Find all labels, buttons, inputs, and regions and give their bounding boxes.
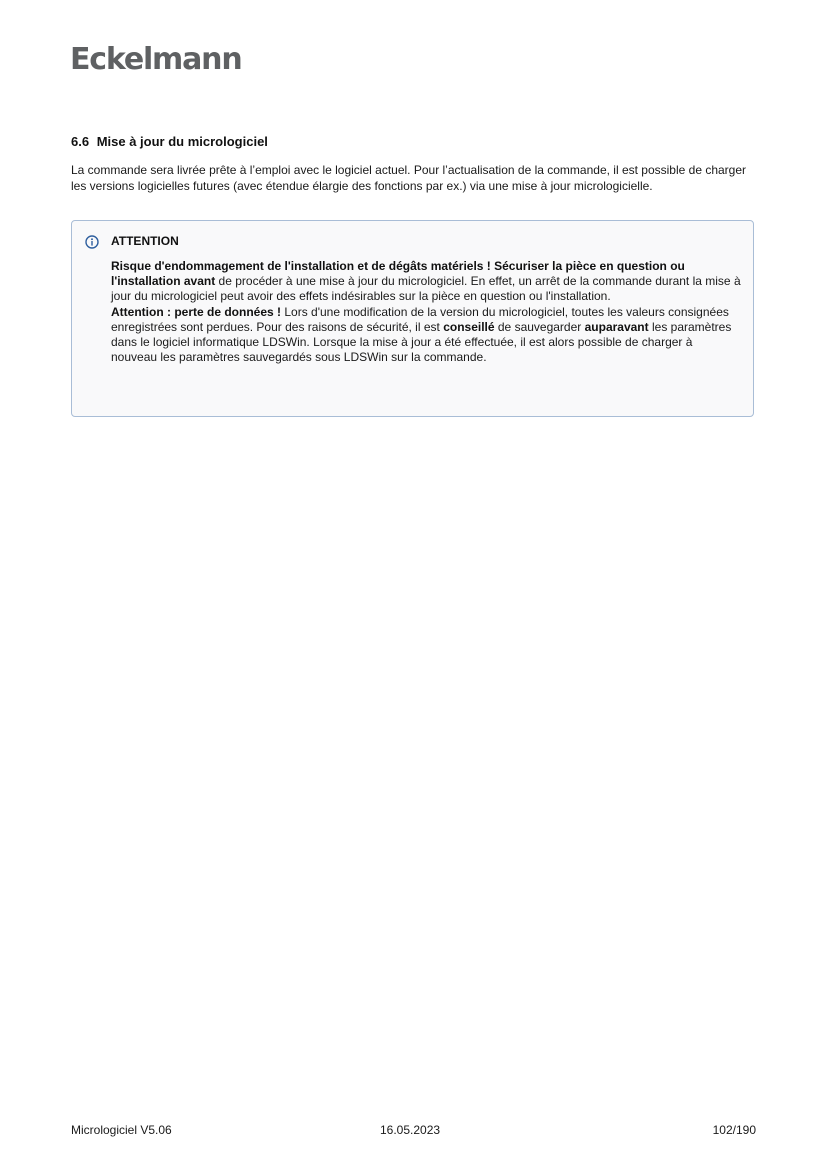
footer-document-version: Micrologiciel V5.06 bbox=[71, 1123, 172, 1137]
notice-p2-bold: Attention : perte de données ! bbox=[111, 304, 282, 319]
notice-p2-text-3: les paramètres dans le logiciel informatique LDSWin. Lorsque la mise à jour a été effectuée, il est alors possible de charger à nouveau les paramètres sauvegardés sous LDSWin sur la commande. bbox=[111, 319, 732, 365]
section-6-6 bbox=[71, 133, 756, 194]
info-icon bbox=[85, 235, 99, 249]
attention-notice bbox=[71, 220, 754, 417]
notice-p1-text: de procéder à une mise à jour du micrologiciel. En effet, un arrêt de la commande durant la mise à jour du micrologiciel peut avoir des effets indésirables sur la pièce en question ou l'installation. bbox=[111, 274, 741, 304]
section-intro: La commande sera livrée prête à l’emploi avec le logiciel actuel. Pour l’actualisation de la commande, il est possible de charger les versions logicielles futures (avec étendue élargie des fonctions par ex.) via une mise à jour micrologicielle. bbox=[71, 163, 747, 193]
section-heading bbox=[71, 133, 756, 151]
footer-date: 16.05.2023 bbox=[380, 1123, 441, 1137]
notice-title: ATTENTION bbox=[111, 234, 179, 248]
section-number: 6.6 bbox=[71, 134, 90, 149]
notice-paragraph-1 bbox=[111, 259, 741, 305]
notice-paragraph-2 bbox=[111, 305, 741, 366]
company-logo: Eckelmann bbox=[70, 42, 242, 77]
notice-p2-text-1: Lors d'une modification de la version du micrologiciel, toutes les valeurs consignées enregistrées sont perdues. Pour des raisons de sécurité, il est bbox=[111, 304, 729, 334]
notice-p2-text-2: de sauvegarder bbox=[494, 319, 585, 334]
notice-body bbox=[111, 259, 741, 365]
section-title: Mise à jour du micrologiciel bbox=[96, 134, 268, 149]
footer-page-number: 102/190 bbox=[712, 1123, 756, 1137]
notice-p2-bold-2: conseillé bbox=[443, 319, 495, 334]
notice-p2-bold-3: auparavant bbox=[584, 319, 649, 334]
notice-p1-bold: Risque d'endommagement de l'installation et de dégâts matériels ! Sécuriser la pièce en question ou l'installation avant bbox=[111, 259, 685, 289]
